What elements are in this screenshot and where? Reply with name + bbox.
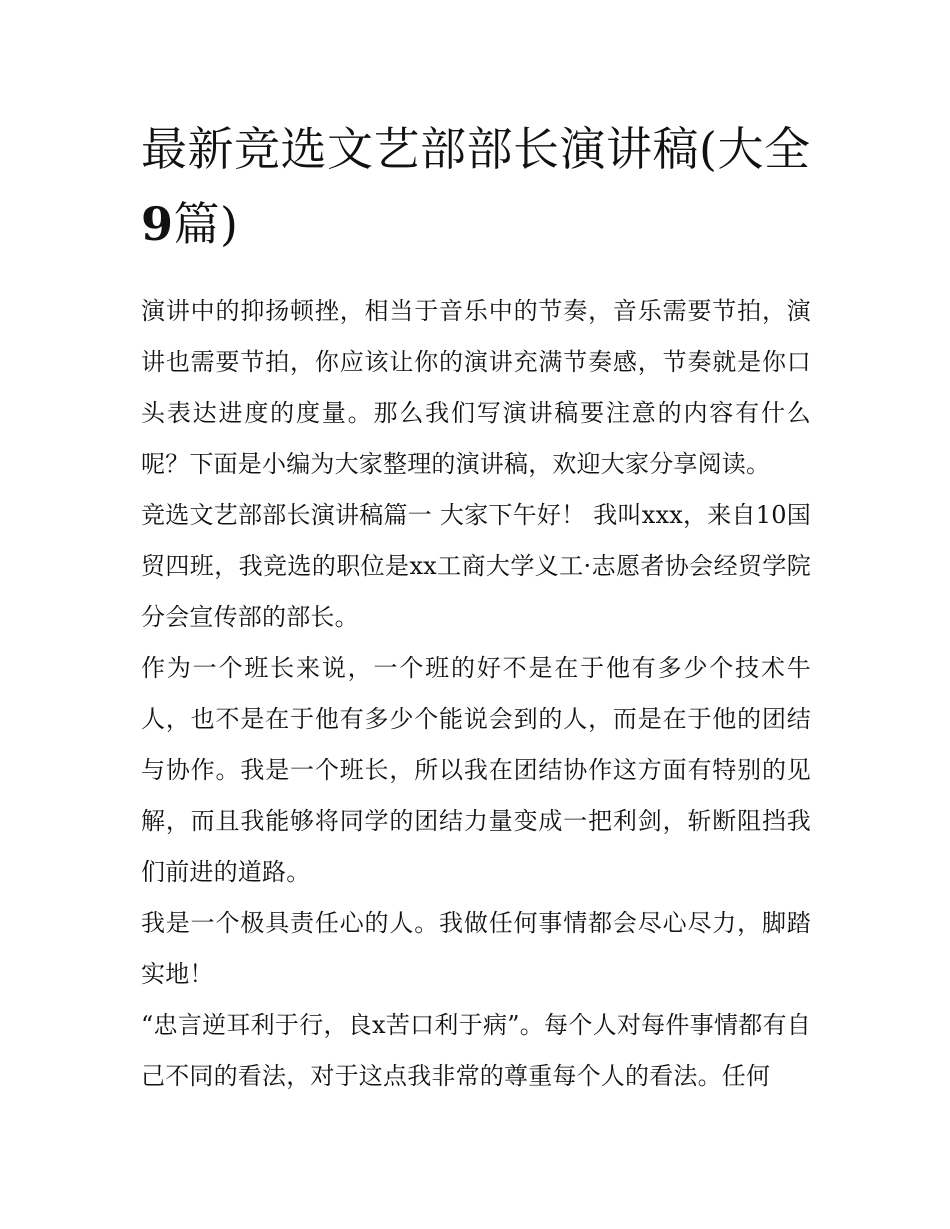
paragraph-speech-1: 竞选文艺部部长演讲稿篇一 大家下午好！ 我叫xxx，来自10国贸四班，我竞选的职位是xx工商大学义工·志愿者协会经贸学院分会宣传部的部长。	[141, 501, 811, 631]
paragraph-teamwork: 作为一个班长来说，一个班的好不是在于他有多少个技术牛人，也不是在于他有多少个能说会到的人，而是在于他的团结与协作。我是一个班长，所以我在团结协作这方面有特别的见解，而且我能够将同学的团结力量变成一把利剑，斩断阻挡我们前进的道路。	[141, 654, 811, 886]
paragraph-opinions: “忠言逆耳利于行，良x苦口利于病”。每个人对每件事情都有自己不同的看法，对于这点我非常的尊重每个人的看法。任何	[141, 1011, 811, 1090]
document-body	[141, 112, 811, 1102]
paragraph-intro: 演讲中的抑扬顿挫，相当于音乐中的节奏，音乐需要节拍，演讲也需要节拍，你应该让你的演讲充满节奏感，节奏就是你口头表达进度的度量。那么我们写演讲稿要注意的内容有什么呢？下面是小编为大家整理的演讲稿，欢迎大家分享阅读。	[141, 297, 811, 478]
document-title: 最新竞选文艺部部长演讲稿(大全9篇)	[141, 122, 811, 251]
paragraph-responsibility: 我是一个极具责任心的人。我做任何事情都会尽心尽力，脚踏实地！	[141, 909, 811, 988]
